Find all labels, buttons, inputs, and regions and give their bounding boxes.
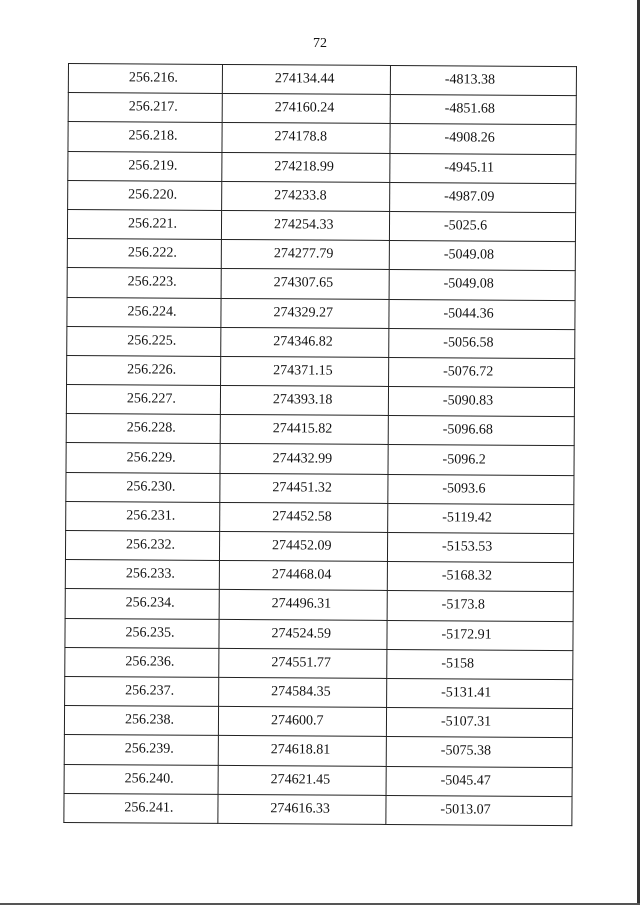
point-number-cell: 256.220. bbox=[68, 180, 222, 210]
y-coordinate-cell: -5090.83 bbox=[388, 387, 574, 417]
point-number-cell: 256.236. bbox=[65, 647, 219, 677]
point-number-cell: 256.222. bbox=[67, 239, 221, 269]
table-row bbox=[68, 93, 576, 125]
point-number-cell: 256.235. bbox=[65, 618, 219, 648]
y-coordinate-cell: -5172.91 bbox=[387, 620, 573, 650]
coordinates-table-wrapper bbox=[63, 63, 576, 826]
point-number-cell: 256.224. bbox=[67, 297, 221, 327]
table-row bbox=[65, 530, 573, 562]
point-number-cell: 256.221. bbox=[67, 209, 221, 239]
x-coordinate-cell: 274468.04 bbox=[219, 561, 387, 591]
x-coordinate-cell: 274134.44 bbox=[222, 64, 390, 94]
x-coordinate-cell: 274371.15 bbox=[221, 356, 389, 386]
y-coordinate-cell: -5093.6 bbox=[388, 474, 574, 504]
point-number-cell: 256.241. bbox=[64, 793, 218, 823]
y-coordinate-cell: -5044.36 bbox=[389, 299, 575, 329]
table-row bbox=[65, 560, 573, 592]
x-coordinate-cell: 274618.81 bbox=[218, 736, 386, 766]
y-coordinate-cell: -5153.53 bbox=[387, 532, 573, 562]
x-coordinate-cell: 274452.58 bbox=[220, 502, 388, 532]
y-coordinate-cell: -4945.11 bbox=[390, 153, 576, 183]
table-row bbox=[66, 443, 574, 475]
y-coordinate-cell: -5049.08 bbox=[389, 270, 575, 300]
point-number-cell: 256.239. bbox=[64, 735, 218, 765]
point-number-cell: 256.217. bbox=[68, 93, 222, 123]
table-row bbox=[67, 209, 575, 241]
x-coordinate-cell: 274254.33 bbox=[221, 210, 389, 240]
point-number-cell: 256.230. bbox=[66, 472, 220, 502]
table-row bbox=[66, 472, 574, 504]
table-row bbox=[67, 297, 575, 329]
table-row bbox=[65, 647, 573, 679]
page-number: 72 bbox=[313, 36, 327, 51]
y-coordinate-cell: -5119.42 bbox=[388, 503, 574, 533]
point-number-cell: 256.218. bbox=[68, 122, 222, 152]
point-number-cell: 256.228. bbox=[66, 414, 220, 444]
x-coordinate-cell: 274600.7 bbox=[218, 707, 386, 737]
y-coordinate-cell: -5045.47 bbox=[386, 766, 572, 796]
table-row bbox=[68, 122, 576, 154]
table-row bbox=[67, 268, 575, 300]
x-coordinate-cell: 274551.77 bbox=[219, 648, 387, 678]
y-coordinate-cell: -5076.72 bbox=[389, 357, 575, 387]
table-row bbox=[67, 239, 575, 271]
y-coordinate-cell: -5158 bbox=[387, 649, 573, 679]
table-row bbox=[64, 706, 572, 738]
x-coordinate-cell: 274218.99 bbox=[222, 152, 390, 182]
x-coordinate-cell: 274178.8 bbox=[222, 123, 390, 153]
point-number-cell: 256.233. bbox=[65, 560, 219, 590]
y-coordinate-cell: -4851.68 bbox=[390, 95, 576, 125]
x-coordinate-cell: 274346.82 bbox=[221, 327, 389, 357]
table-row bbox=[67, 326, 575, 358]
y-coordinate-cell: -5013.07 bbox=[386, 795, 572, 825]
y-coordinate-cell: -5056.58 bbox=[389, 328, 575, 358]
y-coordinate-cell: -5049.08 bbox=[389, 241, 575, 271]
table-row bbox=[68, 180, 576, 212]
table-row bbox=[65, 589, 573, 621]
y-coordinate-cell: -4908.26 bbox=[390, 124, 576, 154]
point-number-cell: 256.219. bbox=[68, 151, 222, 181]
x-coordinate-cell: 274452.09 bbox=[219, 531, 387, 561]
table-row bbox=[64, 735, 572, 767]
x-coordinate-cell: 274451.32 bbox=[220, 473, 388, 503]
x-coordinate-cell: 274329.27 bbox=[221, 298, 389, 328]
point-number-cell: 256.223. bbox=[67, 268, 221, 298]
table-row bbox=[68, 151, 576, 183]
y-coordinate-cell: -5168.32 bbox=[387, 562, 573, 592]
table-row bbox=[66, 501, 574, 533]
x-coordinate-cell: 274432.99 bbox=[220, 444, 388, 474]
x-coordinate-cell: 274160.24 bbox=[222, 94, 390, 124]
point-number-cell: 256.232. bbox=[65, 530, 219, 560]
y-coordinate-cell: -4813.38 bbox=[390, 65, 576, 95]
table-row bbox=[64, 793, 572, 825]
y-coordinate-cell: -5107.31 bbox=[386, 708, 572, 738]
point-number-cell: 256.234. bbox=[65, 589, 219, 619]
table-row bbox=[66, 414, 574, 446]
y-coordinate-cell: -4987.09 bbox=[390, 182, 576, 212]
x-coordinate-cell: 274616.33 bbox=[218, 794, 386, 824]
x-coordinate-cell: 274233.8 bbox=[222, 181, 390, 211]
table-row bbox=[65, 676, 573, 708]
y-coordinate-cell: -5173.8 bbox=[387, 591, 573, 621]
table-row bbox=[66, 385, 574, 417]
x-coordinate-cell: 274393.18 bbox=[220, 386, 388, 416]
x-coordinate-cell: 274621.45 bbox=[218, 765, 386, 795]
x-coordinate-cell: 274524.59 bbox=[219, 619, 387, 649]
point-number-cell: 256.226. bbox=[67, 355, 221, 385]
point-number-cell: 256.229. bbox=[66, 443, 220, 473]
point-number-cell: 256.238. bbox=[64, 706, 218, 736]
x-coordinate-cell: 274496.31 bbox=[219, 590, 387, 620]
x-coordinate-cell: 274307.65 bbox=[221, 269, 389, 299]
table-row bbox=[68, 64, 576, 96]
point-number-cell: 256.231. bbox=[66, 501, 220, 531]
point-number-cell: 256.225. bbox=[67, 326, 221, 356]
table-row bbox=[67, 355, 575, 387]
point-number-cell: 256.216. bbox=[68, 64, 222, 94]
y-coordinate-cell: -5096.68 bbox=[388, 416, 574, 446]
y-coordinate-cell: -5025.6 bbox=[389, 211, 575, 241]
y-coordinate-cell: -5075.38 bbox=[386, 737, 572, 767]
x-coordinate-cell: 274277.79 bbox=[221, 240, 389, 270]
y-coordinate-cell: -5131.41 bbox=[387, 678, 573, 708]
point-number-cell: 256.240. bbox=[64, 764, 218, 794]
point-number-cell: 256.227. bbox=[66, 385, 220, 415]
x-coordinate-cell: 274584.35 bbox=[219, 677, 387, 707]
table-row bbox=[64, 764, 572, 796]
y-coordinate-cell: -5096.2 bbox=[388, 445, 574, 475]
table-row bbox=[65, 618, 573, 650]
point-number-cell: 256.237. bbox=[65, 676, 219, 706]
x-coordinate-cell: 274415.82 bbox=[220, 415, 388, 445]
coordinates-table bbox=[63, 63, 577, 826]
table-body bbox=[64, 64, 577, 826]
